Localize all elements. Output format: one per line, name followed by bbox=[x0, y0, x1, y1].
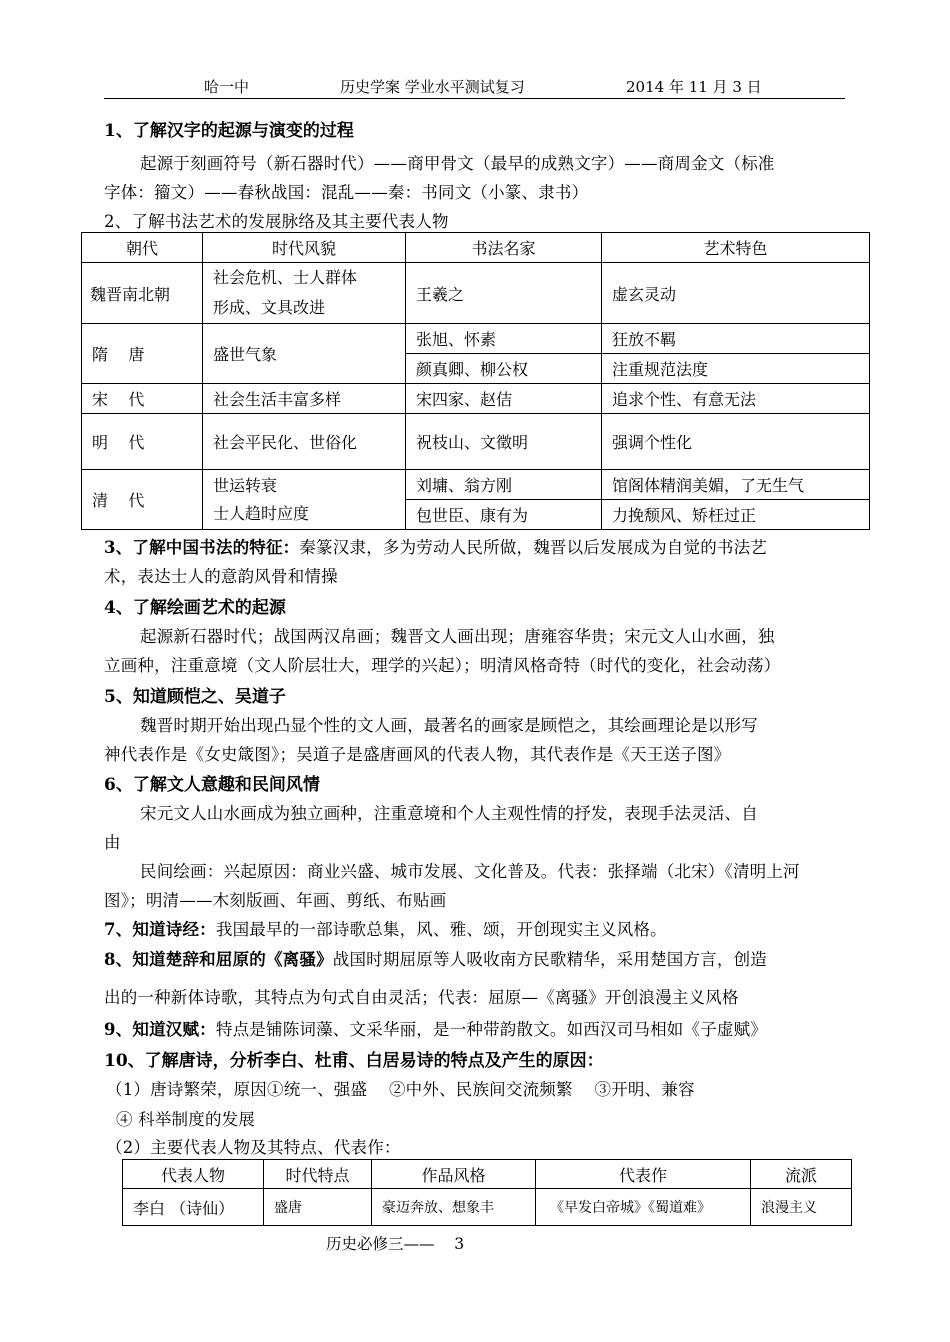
feature-cell: 力挽颓风、矫枉过正 bbox=[602, 500, 870, 530]
feature-cell: 虚玄灵动 bbox=[602, 263, 870, 324]
section-8-line-2: 出的一种新体诗歌，其特点为句式自由灵活；代表：屈原—《离骚》开创浪漫主义风格 bbox=[104, 988, 739, 1007]
section-1-line-1: 起源于刻画符号（新石器时代）——商甲骨文（最早的成熟文字）——商周金文（标准 bbox=[140, 154, 775, 173]
section-7-text: 我国最早的一部诗歌总集，风、雅、颂，开创现实主义风格。 bbox=[215, 920, 667, 939]
footer-text: 历史必修三—— 3 bbox=[326, 1235, 465, 1253]
table-header-cell: 流派 bbox=[751, 1160, 852, 1189]
table-header-cell: 艺术特色 bbox=[602, 233, 870, 263]
section-3-line-1 bbox=[104, 534, 767, 558]
section-7-title: 7、知道诗经： bbox=[104, 920, 216, 939]
section-10-line-3: （2）主要代表人物及其特点、代表作： bbox=[106, 1138, 401, 1157]
section-5-title: 5、知道顾恺之、吴道子 bbox=[104, 687, 286, 707]
table-header-row bbox=[82, 233, 870, 263]
dynasty-cell: 宋 代 bbox=[82, 384, 203, 414]
master-cell: 宋四家、赵佶 bbox=[406, 384, 602, 414]
section-3-text: 秦篆汉隶，多为劳动人民所做，魏晋以后发展成为自觉的书法艺 bbox=[299, 538, 767, 557]
table-header-cell: 代表人物 bbox=[123, 1160, 264, 1189]
era-cell bbox=[203, 470, 406, 530]
table-header-cell: 作品风格 bbox=[372, 1160, 536, 1189]
page-footer bbox=[326, 1232, 464, 1254]
page-header bbox=[104, 74, 845, 99]
dynasty-cell: 魏晋南北朝 bbox=[82, 263, 203, 324]
table-header-cell: 时代风貌 bbox=[203, 233, 406, 263]
table-header-cell: 时代特点 bbox=[264, 1160, 372, 1189]
section-6-line-4: 图》；明清——木刻版画、年画、剪纸、布贴画 bbox=[104, 891, 447, 910]
section-10-title: 10、了解唐诗，分析李白、杜甫、白居易诗的特点及产生的原因： bbox=[104, 1051, 604, 1071]
table-row bbox=[82, 384, 870, 414]
dynasty-cell: 清 代 bbox=[82, 470, 203, 530]
era-cell: 社会平民化、世俗化 bbox=[203, 414, 406, 470]
dynasty-cell: 隋 唐 bbox=[82, 324, 203, 384]
header-subject: 历史学案 学业水平测试复习 bbox=[340, 78, 525, 96]
section-4-title: 4、了解绘画艺术的起源 bbox=[104, 598, 286, 618]
section-9-title: 9、知道汉赋： bbox=[104, 1020, 216, 1039]
table-row bbox=[82, 470, 870, 500]
feature-cell: 注重规范法度 bbox=[602, 354, 870, 384]
section-5-line-1: 魏晋时期开始出现凸显个性的文人画，最著名的画家是顾恺之，其绘画理论是以形写 bbox=[140, 716, 758, 735]
master-cell: 颜真卿、柳公权 bbox=[406, 354, 602, 384]
style-cell: 豪迈奔放、想象丰 bbox=[372, 1189, 536, 1226]
master-cell: 王羲之 bbox=[406, 263, 602, 324]
section-3-title: 3、了解中国书法的特征： bbox=[104, 538, 300, 557]
section-6-line-1: 宋元文人山水画成为独立画种，注重意境和个人主观性情的抒发，表现手法灵活、自 bbox=[140, 804, 758, 823]
feature-cell: 狂放不羁 bbox=[602, 324, 870, 354]
master-cell: 张旭、怀素 bbox=[406, 324, 602, 354]
section-1-line-2: 字体：籀文）——春秋战国：混乱——秦：书同文（小篆、隶书） bbox=[104, 183, 589, 202]
era-cell: 社会生活丰富多样 bbox=[203, 384, 406, 414]
calligraphy-table bbox=[81, 232, 870, 530]
table-header-cell: 朝代 bbox=[82, 233, 203, 263]
era-text: 社会危机、士人群体 bbox=[213, 268, 358, 287]
era-text: 士人趋时应度 bbox=[213, 503, 310, 523]
works-cell: 《早发白帝城》《蜀道难》 bbox=[536, 1189, 751, 1226]
section-6-line-2: 由 bbox=[104, 833, 121, 852]
table-row bbox=[123, 1189, 852, 1226]
master-cell: 包世臣、康有为 bbox=[406, 500, 602, 530]
section-8-text: 战国时期屈原等人吸收南方民歌精华，采用楚国方言，创造 bbox=[332, 950, 767, 969]
section-4-line-1: 起源新石器时代；战国两汉帛画；魏晋文人画出现；唐雍容华贵；宋元文人山水画，独 bbox=[140, 627, 775, 646]
table-header-row bbox=[123, 1160, 852, 1189]
poet-table bbox=[122, 1159, 852, 1226]
section-6-line-3: 民间绘画：兴起原因：商业兴盛、城市发展、文化普及。代表：张择端（北宋）《清明上河 bbox=[140, 862, 800, 881]
section-5-line-2: 神代表作是《女史箴图》；吴道子是盛唐画风的代表人物，其代表作是《天王送子图》 bbox=[104, 745, 731, 764]
header-date: 2014 年 11 月 3 日 bbox=[626, 78, 762, 96]
table-row bbox=[82, 414, 870, 470]
header-school: 哈一中 bbox=[204, 78, 250, 96]
table-header-cell: 代表作 bbox=[536, 1160, 751, 1189]
section-10-line-1: （1）唐诗繁荣，原因①统一、强盛 ②中外、民族间交流频繁 ③开明、兼容 bbox=[106, 1080, 695, 1099]
feature-cell: 强调个性化 bbox=[602, 414, 870, 470]
feature-cell: 追求个性、有意无法 bbox=[602, 384, 870, 414]
section-2-title: 2、了解书法艺术的发展脉络及其主要代表人物 bbox=[104, 212, 449, 231]
section-8-title: 8、知道楚辞和屈原的《离骚》 bbox=[104, 950, 333, 969]
master-cell: 祝枝山、文徵明 bbox=[406, 414, 602, 470]
section-4-line-2: 立画种，注重意境（文人阶层壮大，理学的兴起）；明清风格奇特（时代的变化，社会动荡） bbox=[104, 656, 781, 675]
era-cell: 盛世气象 bbox=[203, 324, 406, 384]
era-text: 形成、文具改进 bbox=[213, 298, 326, 317]
table-row bbox=[82, 324, 870, 354]
poet-cell: 李白 （诗仙） bbox=[123, 1189, 264, 1226]
era-cell: 盛唐 bbox=[264, 1189, 372, 1226]
feature-cell: 馆阁体精润美媚，了无生气 bbox=[602, 470, 870, 500]
section-6-title: 6、了解文人意趣和民间风情 bbox=[104, 775, 320, 795]
era-cell bbox=[203, 263, 406, 324]
section-10-line-2: ④ 科举制度的发展 bbox=[116, 1110, 256, 1129]
section-1-title: 1、了解汉字的起源与演变的过程 bbox=[104, 121, 354, 141]
master-cell: 刘墉、翁方刚 bbox=[406, 470, 602, 500]
table-header-cell: 书法名家 bbox=[406, 233, 602, 263]
section-8-line-1 bbox=[104, 946, 767, 970]
table-row bbox=[82, 263, 870, 324]
school-cell: 浪漫主义 bbox=[751, 1189, 852, 1226]
section-9-text: 特点是铺陈词藻、文采华丽，是一种带韵散文。如西汉司马相如《子虚赋》 bbox=[215, 1020, 767, 1039]
dynasty-cell: 明 代 bbox=[82, 414, 203, 470]
section-7-line bbox=[104, 916, 667, 940]
section-3-line-2: 术，表达士人的意韵风骨和情操 bbox=[104, 567, 338, 586]
section-9-line bbox=[104, 1016, 767, 1040]
era-text: 世运转衰 bbox=[213, 475, 278, 495]
